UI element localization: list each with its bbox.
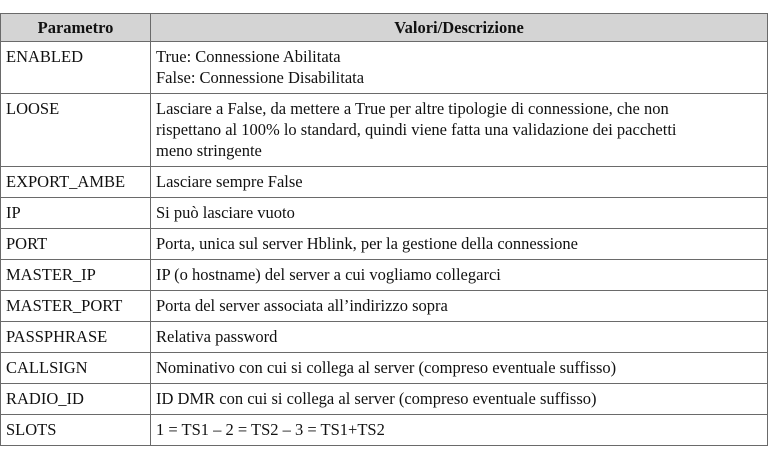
param-description xyxy=(151,291,768,322)
param-description xyxy=(151,94,768,167)
param-description xyxy=(151,198,768,229)
description-line: Nominativo con cui si collega al server (compreso eventuale suffisso) xyxy=(156,358,617,377)
table-row xyxy=(1,384,768,415)
param-description xyxy=(151,384,768,415)
table-row xyxy=(1,260,768,291)
description-line: rispettano al 100% lo standard, quindi viene fatta una validazione dei pacchetti xyxy=(156,120,677,139)
table-header-row xyxy=(1,14,768,42)
description-line: Relativa password xyxy=(156,327,278,346)
header-valori-descrizione: Valori/Descrizione xyxy=(151,14,768,42)
table-row xyxy=(1,94,768,167)
description-line: True: Connessione Abilitata xyxy=(156,47,341,66)
param-name: RADIO_ID xyxy=(1,384,151,415)
table-body xyxy=(1,42,768,446)
param-description xyxy=(151,42,768,94)
description-line: Si può lasciare vuoto xyxy=(156,203,295,222)
table-row xyxy=(1,42,768,94)
description-line: ID DMR con cui si collega al server (compreso eventuale suffisso) xyxy=(156,389,597,408)
param-name: EXPORT_AMBE xyxy=(1,167,151,198)
param-name: PORT xyxy=(1,229,151,260)
table-row xyxy=(1,322,768,353)
description-line: 1 = TS1 – 2 = TS2 – 3 = TS1+TS2 xyxy=(156,420,385,439)
description-line: Lasciare sempre False xyxy=(156,172,303,191)
param-description xyxy=(151,353,768,384)
table-row xyxy=(1,198,768,229)
param-name: CALLSIGN xyxy=(1,353,151,384)
param-description xyxy=(151,415,768,446)
table-row xyxy=(1,415,768,446)
param-name: SLOTS xyxy=(1,415,151,446)
description-line: False: Connessione Disabilitata xyxy=(156,68,365,87)
param-name: MASTER_PORT xyxy=(1,291,151,322)
param-name: ENABLED xyxy=(1,42,151,94)
param-description xyxy=(151,229,768,260)
table-row xyxy=(1,167,768,198)
description-line: Porta, unica sul server Hblink, per la gestione della connessione xyxy=(156,234,579,253)
param-name: MASTER_IP xyxy=(1,260,151,291)
param-name: IP xyxy=(1,198,151,229)
param-name: PASSPHRASE xyxy=(1,322,151,353)
param-description xyxy=(151,322,768,353)
description-line: IP (o hostname) del server a cui vogliamo collegarci xyxy=(156,265,501,284)
description-line: meno stringente xyxy=(156,141,262,160)
table-row xyxy=(1,291,768,322)
description-line: Lasciare a False, da mettere a True per altre tipologie di connessione, che non xyxy=(156,99,669,118)
parameters-table-container xyxy=(0,13,767,446)
header-parametro: Parametro xyxy=(1,14,151,42)
description-line: Porta del server associata all’indirizzo sopra xyxy=(156,296,448,315)
table-row xyxy=(1,353,768,384)
table-row xyxy=(1,229,768,260)
page-margin xyxy=(0,0,768,13)
parameters-table xyxy=(0,13,768,446)
param-name: LOOSE xyxy=(1,94,151,167)
param-description xyxy=(151,167,768,198)
param-description xyxy=(151,260,768,291)
